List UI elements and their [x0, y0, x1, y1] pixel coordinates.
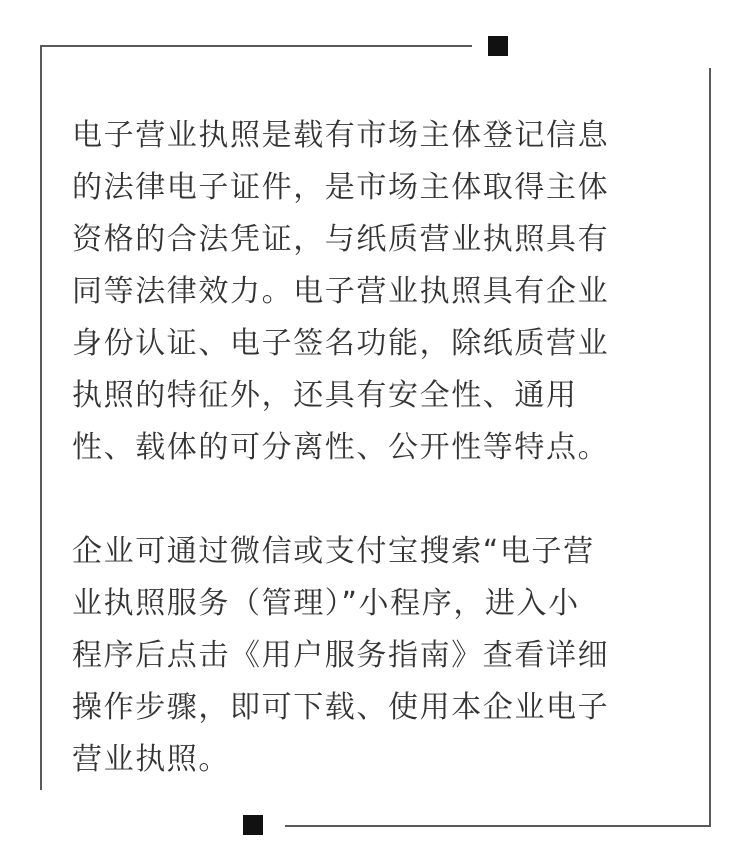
- text-line: 资格的合法凭证，与纸质营业执照具有: [72, 222, 610, 257]
- paragraph-intro: [72, 110, 692, 474]
- text-line: 性、载体的可分离性、公开性等特点。: [72, 430, 610, 465]
- text-line: 的法律电子证件，是市场主体取得主体: [72, 170, 610, 205]
- text-line: 营业执照。: [72, 742, 230, 777]
- frame-bottom-line: [285, 825, 711, 827]
- square-bottom-icon: [243, 815, 263, 835]
- article-body: [72, 110, 692, 786]
- text-line: 同等法律效力。电子营业执照具有企业: [72, 274, 610, 309]
- frame-top-line: [40, 45, 472, 47]
- text-line: 电子营业执照是载有市场主体登记信息: [72, 118, 610, 153]
- paragraph-instructions: [72, 526, 692, 786]
- text-line: 企业可通过微信或支付宝搜索“电子营: [72, 534, 595, 569]
- frame-right-line: [709, 68, 711, 825]
- text-line: 操作步骤，即可下载、使用本企业电子: [72, 690, 610, 725]
- paragraph-gap: [72, 474, 692, 526]
- text-line: 程序后点击《用户服务指南》查看详细: [72, 638, 610, 673]
- text-line: 身份认证、电子签名功能，除纸质营业: [72, 326, 610, 361]
- text-line: 执照的特征外，还具有安全性、通用: [72, 378, 578, 413]
- text-line: 业执照服务（管理）”小程序，进入小: [72, 586, 580, 621]
- frame-left-line: [40, 45, 42, 790]
- square-top-icon: [488, 36, 508, 56]
